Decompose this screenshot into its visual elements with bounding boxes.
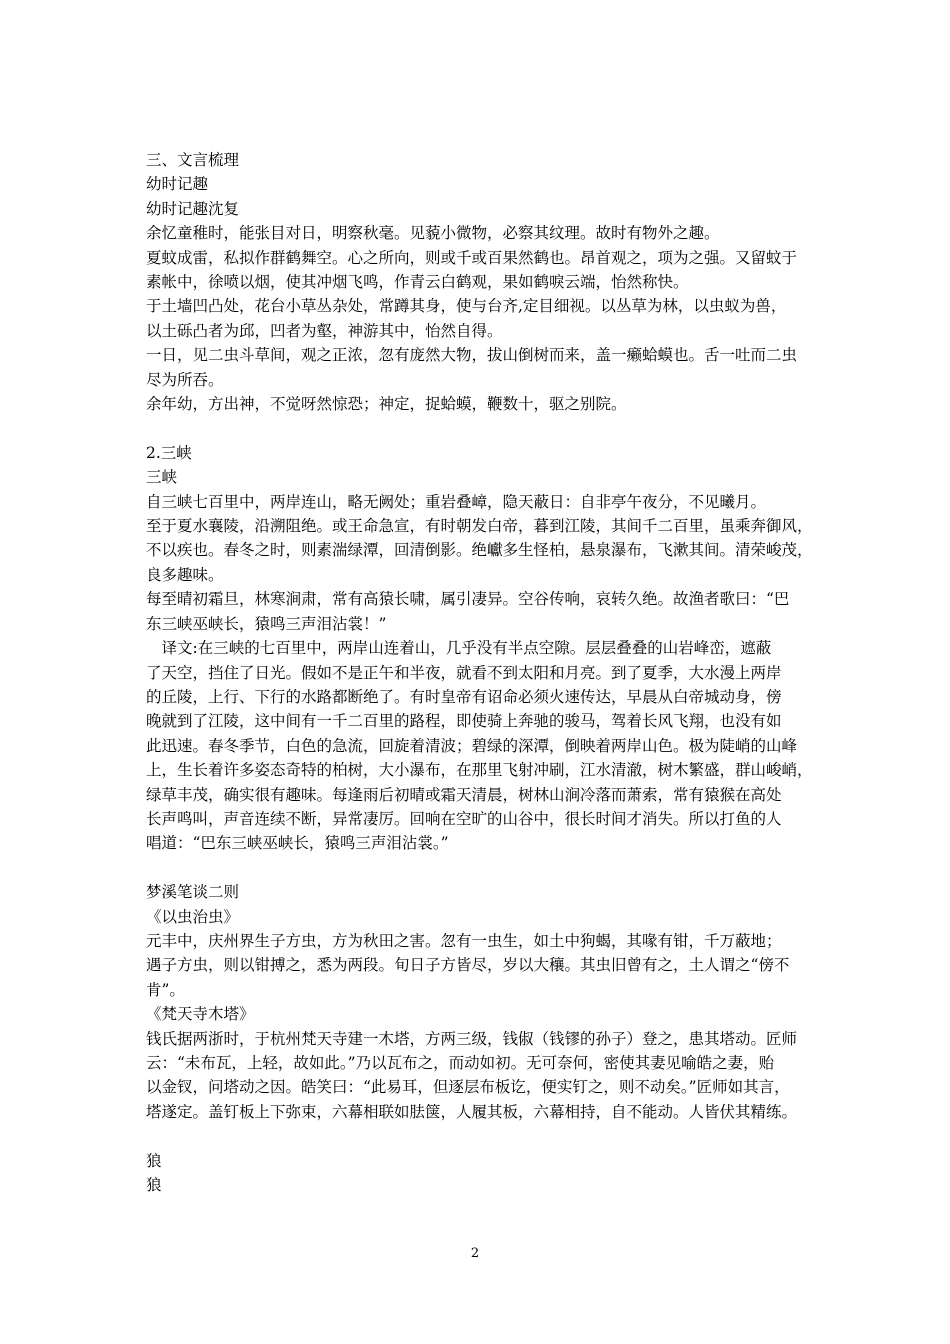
text-line: 肯”。 xyxy=(146,980,185,999)
text-line: 唱道：“巴东三峡巫峡长，猿鸣三声泪沾裳。” xyxy=(146,834,449,853)
text-line: 于土墙凹凸处，花台小草丛杂处，常蹲其身，使与台齐,定目细视。以丛草为林，以虫蚁为兽， xyxy=(146,297,787,316)
text-line: 云：“未布瓦，上轻，故如此。”乃以瓦布之，而动如初。无可奈何，密使其妻见喻皓之妻，贻 xyxy=(146,1054,775,1072)
text-line: 不以疾也。春冬之时，则素湍绿潭，回清倒影。绝巘多生怪柏，悬泉瀑布，飞漱其间。清荣峻茂， xyxy=(146,541,813,560)
text-line: 素帐中，徐喷以烟，使其冲烟飞鸣，作青云白鹤观，果如鹤唳云端，怡然称快。 xyxy=(146,273,689,292)
text-line: 良多趣味。 xyxy=(146,565,224,584)
text-line: 至于夏水襄陵，沿溯阻绝。或王命急宣，有时朝发白帝，暮到江陵，其间千二百里，虽乘奔御风， xyxy=(146,517,813,536)
blank-line xyxy=(146,856,816,880)
text-line: 以土砾凸者为邱，凹者为壑，神游其中，怡然自得。 xyxy=(146,321,503,340)
text-line: 绿草丰茂，确实很有趣味。每逢雨后初晴或霜天清晨，树林山涧冷落而萧索，常有猿猴在高处 xyxy=(146,785,782,804)
text-line: 每至晴初霜旦，林寒涧肃，常有高猿长啸，属引凄异。空谷传响，哀转久绝。故渔者歌曰：“巴 xyxy=(146,590,790,609)
text-line: 余忆童稚时，能张目对日，明察秋毫。见藐小微物，必察其纹理。故时有物外之趣。 xyxy=(146,224,720,243)
text-line: 三峡 xyxy=(146,468,178,487)
text-line: 尽为所吞。 xyxy=(146,370,224,389)
text-line: 遇子方虫，则以钳搏之，悉为两段。旬日子方皆尽，岁以大穰。其虫旧曾有之，土人谓之“傍不 xyxy=(146,956,790,975)
blank-line xyxy=(146,416,816,440)
text-line: 2.三峡 xyxy=(146,443,192,462)
page-number: 2 xyxy=(470,1246,480,1261)
blank-line xyxy=(146,1124,816,1148)
text-line: 钱氏据两浙时，于杭州梵天寺建一木塔，方两三级，钱俶（钱镠的孙子）登之，患其塔动。匠师 xyxy=(146,1029,798,1048)
text-line: 一日，见二虫斗草间，观之正浓，忽有庞然大物，拔山倒树而来，盖一癞蛤蟆也。舌一吐而二虫 xyxy=(146,346,798,365)
text-line: 《以虫治虫》 xyxy=(146,907,240,926)
text-line: 此迅速。春冬季节，白色的急流，回旋着清波；碧绿的深潭，倒映着两岸山色。极为陡峭的山峰 xyxy=(146,736,798,755)
text-line: 自三峡七百里中，两岸连山，略无阙处；重岩叠嶂，隐天蔽日：自非亭午夜分，不见曦月。 xyxy=(146,492,767,511)
text-line: 余年幼，方出神，不觉呀然惊恐；神定，捉蛤蟆，鞭数十，驱之别院。 xyxy=(146,395,627,414)
text-line: 长声鸣叫，声音连续不断，异常凄厉。回响在空旷的山谷中，很长时间才消失。所以打鱼的人 xyxy=(146,809,782,828)
text-line: 的丘陵，上行、下行的水路都断绝了。有时皇帝有诏命必须火速传达，早晨从白帝城动身，傍 xyxy=(146,687,782,706)
text-line: 译文:在三峡的七百里中，两岸山连着山，几乎没有半点空隙。层层叠叠的山岩峰峦，遮蔽 xyxy=(146,639,772,658)
text-line: 塔遂定。盖钉板上下弥束，六幕相联如胠箧，人履其板，六幕相持，自不能动。人皆伏其精练。 xyxy=(146,1102,798,1121)
text-line: 狼 xyxy=(146,1151,162,1170)
text-line: 上，生长着许多姿态奇特的柏树，大小瀑布，在那里飞射冲刷，江水清澈，树木繁盛，群山峻峭， xyxy=(146,761,813,780)
text-line: 梦溪笔谈二则 xyxy=(146,883,240,902)
text-line: 狼 xyxy=(146,1176,162,1195)
text-line: 晚就到了江陵，这中间有一千二百里的路程，即使骑上奔驰的骏马，驾着长风飞翔，也没有如 xyxy=(146,712,782,731)
text-line: 东三峡巫峡长，猿鸣三声泪沾裳！” xyxy=(146,614,387,633)
text-line: 幼时记趣 xyxy=(146,175,209,194)
text-line: 元丰中，庆州界生子方虫，方为秋田之害。忽有一虫生，如土中狗蝎，其喙有钳，千万蔽地； xyxy=(146,931,782,950)
text-line: 了天空，挡住了日光。假如不是正午和半夜，就看不到太阳和月亮。到了夏季，大水漫上两岸 xyxy=(146,663,782,682)
text-line: 幼时记趣沈复 xyxy=(146,199,240,218)
text-line: 三、文言梳理 xyxy=(146,151,240,169)
text-line: 以金钗，问塔动之因。皓笑曰：“此易耳，但逐层布板讫，便实钉之，则不动矣。”匠师如其言， xyxy=(146,1078,790,1097)
text-line: 夏蚊成雷，私拟作群鹤舞空。心之所向，则或千或百果然鹤也。昂首观之，项为之强。又留蚊于 xyxy=(146,248,798,267)
text-line: 《梵天寺木塔》 xyxy=(146,1005,255,1024)
document-body xyxy=(146,148,816,1197)
